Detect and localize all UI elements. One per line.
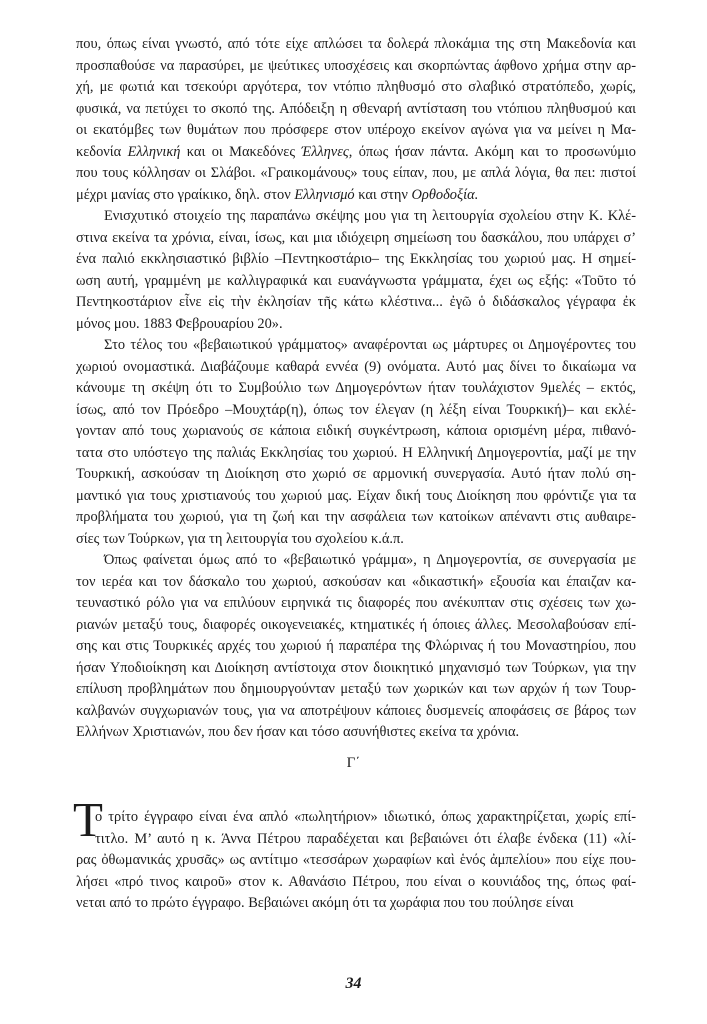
text-line	[76, 464, 636, 486]
text-segment: σίες των Τούρκων, για τη λειτουργία του σχολείου κ.ά.π.	[76, 530, 404, 547]
text-line	[76, 893, 636, 915]
text-segment: ωση αυτή, γραμμένη με καλλιγραφικά και ευανάγνωστα γράμματα, έχει ως εξής: «Τοῦτο τό	[76, 272, 636, 289]
text-line	[76, 443, 636, 465]
text-line	[76, 507, 636, 529]
text-line	[76, 701, 636, 723]
text-segment: προσπαθούσε να παρασύρει, με ψεύτικες υποσχέσεις και σκορπώντας άφθονο χρήμα στην αρ-	[76, 57, 636, 74]
text-segment: μόνος μου. 1883 Φεβρουαρίου 20».	[76, 315, 283, 332]
italic-text: Έλληνες	[301, 143, 349, 160]
section-paragraph	[76, 807, 636, 915]
text-line	[76, 400, 636, 422]
text-line	[76, 357, 636, 379]
text-segment: φυσικά, να πετύχει το σκοπό της. Απόδειξη η σθεναρή αντίσταση του ντόπιου πληθυσμού και	[76, 100, 636, 117]
text-line	[76, 335, 636, 357]
text-line	[76, 271, 636, 293]
text-segment: που τους κόλλησαν οι Σλάβοι. «Γραικομάνους» τους είπαν, που, με απλά λόγια, θα πει: πιστοί	[76, 165, 636, 181]
text-line	[76, 120, 636, 142]
text-line	[76, 550, 636, 572]
text-segment: ρας ὀθωμανικάς χρυσᾶς» ως αντίτιμο «τεσσάρων χωραφίων καὶ ἑνός ἀμπελίου» που είχε που-	[76, 852, 636, 868]
text-line	[76, 56, 636, 78]
text-line	[76, 163, 636, 185]
text-line	[76, 658, 636, 680]
page-number: 34	[345, 975, 362, 992]
text-segment: προβλήματα του χωριού, για τη ζωή και την ασφάλεια των κατοίκων απέναντι στις αυθαιρε-	[76, 509, 636, 525]
text-segment: τατα στο υπόστεγο της παλιάς Εκκλησίας του χωριού. Η Ελληνική Δημογεροντία, μαζί με την	[76, 444, 636, 461]
text-line	[76, 314, 636, 336]
text-segment: ριανών μεταξύ τους, διαφορές οικογενειακές, κτηματικές ή όποιες άλλες. Μεσολαβούσαν επί-	[76, 616, 636, 633]
text-line	[76, 249, 636, 271]
text-segment: ένα παλιό εκκλησιαστικό βιβλίο –Πεντηκοστάριο– της Εκκλησίας του χωριού μας. Η σημεί-	[76, 251, 636, 267]
text-line	[76, 34, 636, 56]
text-segment: Όπως φαίνεται όμως από το «βεβαιωτικό γράμμα», η Δημογεροντία, σε συνεργασία με	[104, 552, 636, 568]
text-line	[76, 872, 636, 894]
text-line	[76, 142, 636, 164]
text-segment: ήσαν Υποδιοίκηση και Διοίκηση αντίστοιχα στον διοικητικό μηχανισμό των Τούρκων, για την	[76, 659, 636, 676]
italic-text: Ελληνική	[127, 143, 181, 160]
italic-text: Ελληνισμό	[294, 186, 355, 203]
text-segment: ίσως, από τον Πρόεδρο –Μουχτάρ(η), όπως τον έλεγαν (η λέξη είναι Τουρκική)– και εκλέ-	[76, 401, 636, 418]
section-heading: Γ΄	[346, 755, 361, 771]
text-line	[76, 292, 636, 314]
drop-cap: Τ	[73, 792, 103, 847]
text-line	[76, 228, 636, 250]
text-segment: που, όπως είναι γνωστό, από τότε είχε απλώσει τα δολερά πλοκάμια της στη Μακεδονία και	[76, 36, 636, 52]
text-line	[76, 77, 636, 99]
italic-text: Ορθοδοξία.	[411, 186, 479, 203]
text-segment: μέχρι μανίας στο γραίκικο, δηλ. στον	[76, 186, 295, 203]
text-segment: οι εκατόμβες των θυμάτων που πρόσφερε στον υπέροχο εκείνον αγώνα για να μείνει η Μα-	[76, 122, 636, 138]
text-line	[76, 807, 636, 829]
text-segment: τον ιερέα και τον δάσκαλο του χωριού, ασκούσαν και «δικαστική» εξουσία και έπαιζαν κα-	[76, 573, 636, 590]
text-segment: κάνουμε τη σκέψη ότι το Συμβούλιο των Δημογερόντων ήταν τουλάχιστον 9μελές – εκτός,	[76, 380, 636, 396]
text-segment: μαντικό για τους χριστιανούς του χωριού μας. Είχαν δική τους Διοίκηση που φρόντιζε για τα	[76, 487, 636, 504]
text-segment: Τουρκική, ασκούσαν τη Διοίκηση στο χωριό σε αρμονική συνεργασία. Αυτό ήταν πολύ ση-	[76, 466, 636, 482]
text-segment: και οι Μακεδόνες	[180, 143, 302, 160]
text-line	[76, 572, 636, 594]
text-segment: και στην	[354, 186, 412, 203]
text-segment: γονταν από τους χωριανούς σε κάποια ειδική συγκέντρωση, κάποια ορισμένη μέρα, πιθανό-	[76, 423, 636, 439]
text-segment: καλβανών συγχωριανών τους, για να αποτρέψουν κάποιες δυσμενείς αποφάσεις σε βάρος των	[76, 702, 636, 719]
text-segment: χωριού ονομαστικά. Διαβάζουμε καθαρά εννέα (9) ονόματα. Αυτό μας δίνει το δικαίωμα να	[76, 358, 636, 375]
text-segment: επίλυση προβλημάτων που δημιουργούνταν μεταξύ των χωρικών και των αρχών ή των Τουρ-	[76, 681, 636, 697]
text-line	[76, 679, 636, 701]
text-segment: Ελλήνων Χριστιανών, που δεν ήσαν και τόσο ασυνήθιστες εκείνα τα χρόνια.	[76, 724, 520, 740]
text-segment: , όπως ήσαν πάντα. Ακόμη και το προσωνύμιο	[348, 143, 636, 160]
text-segment: τευναστικό ρόλο για να επιλύουν ειρηνικά τις διαφορές που ανέκυπταν στις σχέσεις των χω-	[76, 595, 636, 611]
text-line	[76, 185, 636, 207]
text-segment: ο τρίτο έγγραφο είναι ένα απλό «πωλητήριον» ιδιωτικό, όπως χαρακτηρίζεται, χωρίς επί-	[95, 809, 636, 825]
text-segment: κεδονία	[76, 143, 128, 160]
text-segment: νεται από το πρώτο έγγραφο. Βεβαιώνει ακόμη ότι τα χωράφια που του πούλησε είναι	[76, 895, 574, 911]
text-line	[76, 99, 636, 121]
text-segment: τιτλο. Μ’ αυτό η κ. Άννα Πέτρου παραδέχεται και βεβαιώνει ότι έλαβε ένδεκα (11) «λί-	[95, 830, 636, 847]
text-line	[76, 636, 636, 658]
text-segment: Ενισχυτικό στοιχείο της παραπάνω σκέψης μου για τη λειτουργία σχολείου στην Κ. Κλέ-	[104, 208, 636, 224]
text-segment: λήσει «πρό τινος καιροῦ» στον κ. Αθανάσιο Πέτρου, που είναι ο κουνιάδος της, όπως φαί-	[76, 873, 636, 890]
text-line	[76, 206, 636, 228]
text-segment: στινα εκείνα τα χρόνια, είναι, ίσως, και μια ιδιόχειρη σημείωση του δασκάλου, που υπάρχει σ’	[76, 229, 636, 246]
text-line	[76, 593, 636, 615]
text-segment: Πεντηκοστάριον εἶνε εἰς τὴν ἐκλησίαν τῆς κάτω κλέστινα... ἐγῶ ὁ διδάσκαλος γέγραφα ἐκ	[76, 294, 636, 310]
text-segment: χή, με φωτιά και τσεκούρι αργότερα, τον ντόπιο πληθυσμό στο σλαβικό στρατόπεδο, χωρίς,	[76, 79, 636, 95]
body-text	[76, 34, 636, 744]
text-line	[76, 722, 636, 744]
text-line	[76, 421, 636, 443]
text-segment: Στο τέλος του «βεβαιωτικού γράμματος» αναφέρονται ως μάρτυρες οι Δημογέροντες του	[104, 337, 636, 353]
text-line	[76, 850, 636, 872]
text-segment: σης και στις Τουρκικές αρχές του χωριού ή παραπέρα της Φλώρινας ή του Μοναστηρίου, που	[76, 638, 636, 654]
text-line	[76, 486, 636, 508]
text-line	[76, 829, 636, 851]
text-line	[76, 529, 636, 551]
text-line	[76, 615, 636, 637]
text-line	[76, 378, 636, 400]
